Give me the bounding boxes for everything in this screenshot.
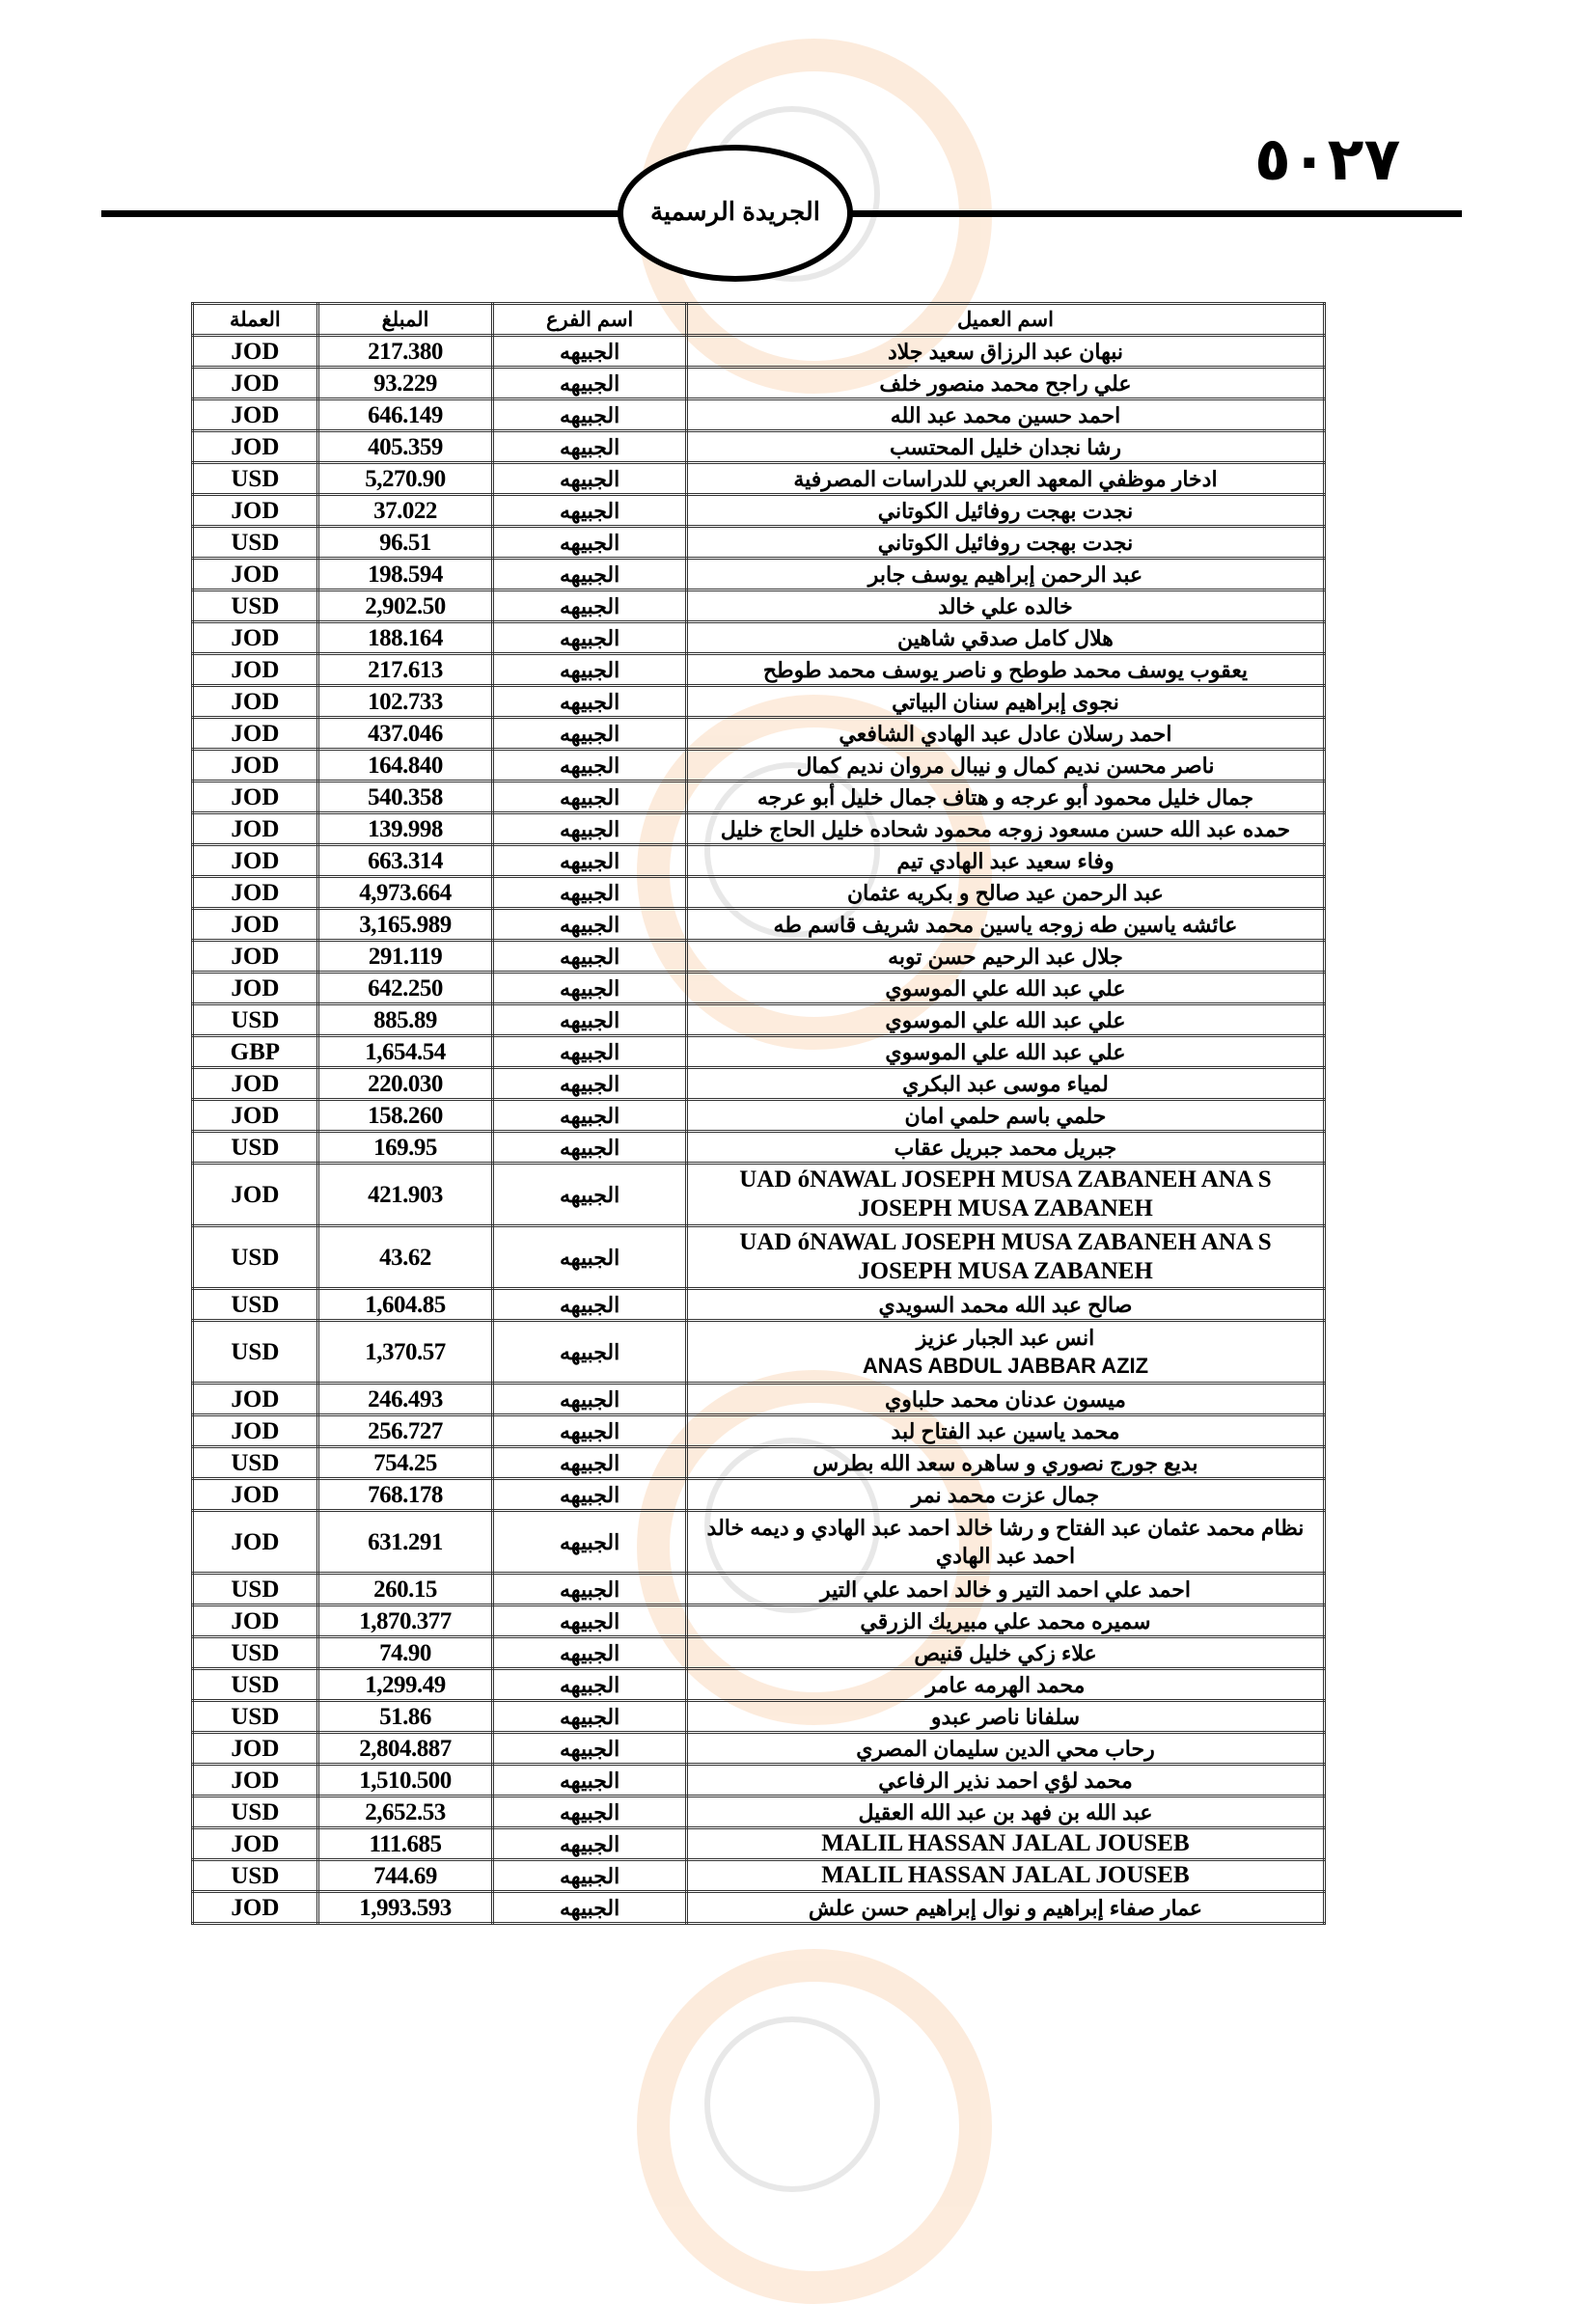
table-row: [193, 590, 1325, 622]
cell-client-name: سميره محمد علي مبيريك الزرقي: [686, 1605, 1324, 1637]
cell-amount: 3,165.989: [317, 909, 493, 941]
cell-currency: JOD: [193, 1828, 318, 1860]
table-row: [193, 1892, 1325, 1924]
cell-amount: 631.291: [317, 1511, 493, 1574]
cell-branch: الجبيهه: [493, 877, 687, 909]
cell-client-name: حلمي باسم حلمي امان: [686, 1100, 1324, 1132]
cell-branch: الجبيهه: [493, 336, 687, 368]
cell-branch: الجبيهه: [493, 1384, 687, 1415]
cell-branch: الجبيهه: [493, 527, 687, 559]
cell-branch: الجبيهه: [493, 941, 687, 973]
table-row: [193, 1828, 1325, 1860]
cell-client-name: احمد رسلان عادل عبد الهادي الشافعي: [686, 718, 1324, 750]
cell-client-name: علاء زكي خليل قنيص: [686, 1637, 1324, 1669]
table-row: [193, 1765, 1325, 1797]
table-row: [193, 941, 1325, 973]
cell-client-name: هلال كامل صدقي شاهين: [686, 622, 1324, 654]
table-row: [193, 336, 1325, 368]
cell-currency: JOD: [193, 750, 318, 782]
table-row: [193, 1701, 1325, 1733]
table-row: [193, 399, 1325, 431]
table-row: [193, 718, 1325, 750]
cell-amount: 51.86: [317, 1701, 493, 1733]
cell-currency: JOD: [193, 559, 318, 590]
cell-currency: USD: [193, 1669, 318, 1701]
cell-currency: JOD: [193, 813, 318, 845]
cell-currency: JOD: [193, 495, 318, 527]
table-row: [193, 1036, 1325, 1068]
cell-amount: 4,973.664: [317, 877, 493, 909]
table-row: [193, 368, 1325, 399]
cell-client-name: نجدت بهجت روفائيل الكوتاني: [686, 527, 1324, 559]
cell-amount: 256.727: [317, 1415, 493, 1447]
cell-branch: الجبيهه: [493, 1765, 687, 1797]
cell-branch: الجبيهه: [493, 654, 687, 686]
publication-title: الجريدة الرسمية: [649, 196, 821, 226]
cell-branch: الجبيهه: [493, 1605, 687, 1637]
cell-amount: 646.149: [317, 399, 493, 431]
cell-client-name: ميسون عدنان محمد حلباوي: [686, 1384, 1324, 1415]
cell-client-name: نجوى إبراهيم سنان البياتي: [686, 686, 1324, 718]
cell-currency: JOD: [193, 877, 318, 909]
cell-currency: JOD: [193, 1733, 318, 1765]
cell-amount: 260.15: [317, 1574, 493, 1605]
publication-emblem: [618, 145, 853, 282]
cell-amount: 220.030: [317, 1068, 493, 1100]
cell-branch: الجبيهه: [493, 686, 687, 718]
cell-currency: USD: [193, 590, 318, 622]
cell-currency: USD: [193, 1004, 318, 1036]
cell-branch: الجبيهه: [493, 1226, 687, 1289]
table-row: [193, 1132, 1325, 1164]
cell-amount: 768.178: [317, 1479, 493, 1511]
cell-branch: الجبيهه: [493, 1637, 687, 1669]
cell-amount: 1,654.54: [317, 1036, 493, 1068]
cell-currency: JOD: [193, 622, 318, 654]
cell-currency: JOD: [193, 1511, 318, 1574]
cell-amount: 744.69: [317, 1860, 493, 1892]
cell-branch: الجبيهه: [493, 1289, 687, 1321]
cell-client-name: محمد ياسين عبد الفتاح لبد: [686, 1415, 1324, 1447]
cell-client-name: UAD óNAWAL JOSEPH MUSA ZABANEH ANA S JOSEPH MUSA ZABANEH: [686, 1226, 1324, 1289]
cell-currency: USD: [193, 1321, 318, 1384]
cell-amount: 188.164: [317, 622, 493, 654]
cell-currency: JOD: [193, 718, 318, 750]
table-row: [193, 527, 1325, 559]
cell-client-name: محمد لؤي احمد نذير الرفاعي: [686, 1765, 1324, 1797]
cell-currency: JOD: [193, 1384, 318, 1415]
cell-branch: الجبيهه: [493, 750, 687, 782]
table-row: [193, 782, 1325, 813]
table-row: [193, 750, 1325, 782]
cell-client-name: عبد الله بن فهد بن عبد الله العقيل: [686, 1797, 1324, 1828]
table-row: [193, 1637, 1325, 1669]
cell-branch: الجبيهه: [493, 1164, 687, 1226]
cell-currency: JOD: [193, 1479, 318, 1511]
cell-branch: الجبيهه: [493, 431, 687, 463]
cell-branch: الجبيهه: [493, 1447, 687, 1479]
cell-currency: USD: [193, 1860, 318, 1892]
cell-branch: الجبيهه: [493, 559, 687, 590]
watermark-logo: [540, 1949, 1081, 2277]
cell-client-name: جمال عزت محمد نمر: [686, 1479, 1324, 1511]
cell-client-name: MALIL HASSAN JALAL JOUSEB: [686, 1828, 1324, 1860]
cell-amount: 540.358: [317, 782, 493, 813]
table-row: [193, 813, 1325, 845]
cell-amount: 1,604.85: [317, 1289, 493, 1321]
cell-branch: الجبيهه: [493, 1860, 687, 1892]
cell-client-name: رشا نجدان خليل المحتسب: [686, 431, 1324, 463]
cell-currency: JOD: [193, 1100, 318, 1132]
table-row: [193, 1511, 1325, 1574]
cell-amount: 246.493: [317, 1384, 493, 1415]
cell-amount: 139.998: [317, 813, 493, 845]
cell-amount: 74.90: [317, 1637, 493, 1669]
cell-amount: 93.229: [317, 368, 493, 399]
cell-amount: 642.250: [317, 973, 493, 1004]
cell-amount: 1,510.500: [317, 1765, 493, 1797]
cell-amount: 1,370.57: [317, 1321, 493, 1384]
cell-amount: 96.51: [317, 527, 493, 559]
cell-amount: 1,870.377: [317, 1605, 493, 1637]
cell-client-name: يعقوب يوسف محمد طوطح و ناصر يوسف محمد طوطح: [686, 654, 1324, 686]
cell-currency: USD: [193, 1574, 318, 1605]
table-row: [193, 1100, 1325, 1132]
cell-branch: الجبيهه: [493, 1511, 687, 1574]
cell-branch: الجبيهه: [493, 622, 687, 654]
cell-amount: 169.95: [317, 1132, 493, 1164]
cell-branch: الجبيهه: [493, 399, 687, 431]
column-header-branch: اسم الفرع: [493, 304, 687, 336]
cell-amount: 663.314: [317, 845, 493, 877]
cell-currency: JOD: [193, 1892, 318, 1924]
cell-currency: JOD: [193, 845, 318, 877]
cell-currency: JOD: [193, 941, 318, 973]
cell-client-name: نجدت بهجت روفائيل الكوتاني: [686, 495, 1324, 527]
cell-amount: 2,902.50: [317, 590, 493, 622]
cell-amount: 43.62: [317, 1226, 493, 1289]
table-row: [193, 1226, 1325, 1289]
cell-branch: الجبيهه: [493, 1100, 687, 1132]
table-row: [193, 845, 1325, 877]
cell-client-name: محمد الهرمه عامر: [686, 1669, 1324, 1701]
cell-amount: 405.359: [317, 431, 493, 463]
cell-client-name: عبد الرحمن عيد صالح و بكريه عثمان: [686, 877, 1324, 909]
table-row: [193, 1797, 1325, 1828]
cell-branch: الجبيهه: [493, 368, 687, 399]
cell-amount: 37.022: [317, 495, 493, 527]
table-row: [193, 1289, 1325, 1321]
cell-client-name: عمار صفاء إبراهيم و نوال إبراهيم حسن علش: [686, 1892, 1324, 1924]
page-number: ٥٠٢٧: [1254, 123, 1401, 194]
cell-branch: الجبيهه: [493, 1828, 687, 1860]
cell-branch: الجبيهه: [493, 1415, 687, 1447]
cell-currency: USD: [193, 1637, 318, 1669]
cell-currency: JOD: [193, 431, 318, 463]
cell-client-name: رحاب محي الدين سليمان المصري: [686, 1733, 1324, 1765]
cell-amount: 2,804.887: [317, 1733, 493, 1765]
table-row: [193, 654, 1325, 686]
cell-branch: الجبيهه: [493, 1479, 687, 1511]
cell-currency: JOD: [193, 1164, 318, 1226]
cell-currency: JOD: [193, 782, 318, 813]
cell-amount: 754.25: [317, 1447, 493, 1479]
cell-currency: USD: [193, 527, 318, 559]
table-row: [193, 686, 1325, 718]
cell-amount: 2,652.53: [317, 1797, 493, 1828]
cell-branch: الجبيهه: [493, 1068, 687, 1100]
cell-amount: 5,270.90: [317, 463, 493, 495]
table-row: [193, 1574, 1325, 1605]
cell-client-name: نبهان عبد الرزاق سعيد جلاد: [686, 336, 1324, 368]
cell-client-name: سلفانا ناصر عبدو: [686, 1701, 1324, 1733]
cell-branch: الجبيهه: [493, 1004, 687, 1036]
cell-currency: JOD: [193, 1415, 318, 1447]
cell-amount: 421.903: [317, 1164, 493, 1226]
cell-branch: الجبيهه: [493, 1701, 687, 1733]
table-row: [193, 1605, 1325, 1637]
cell-client-name: صالح عبد الله محمد السويدي: [686, 1289, 1324, 1321]
cell-currency: USD: [193, 1132, 318, 1164]
cell-branch: الجبيهه: [493, 590, 687, 622]
cell-client-name: جبريل محمد جبريل عقاب: [686, 1132, 1324, 1164]
table-row: [193, 1669, 1325, 1701]
cell-client-name: احمد علي احمد التير و خالد احمد علي التير: [686, 1574, 1324, 1605]
cell-branch: الجبيهه: [493, 495, 687, 527]
cell-currency: USD: [193, 1701, 318, 1733]
table-row: [193, 1068, 1325, 1100]
cell-branch: الجبيهه: [493, 1669, 687, 1701]
cell-branch: الجبيهه: [493, 813, 687, 845]
cell-client-name: عبد الرحمن إبراهيم يوسف جابر: [686, 559, 1324, 590]
column-header-amount: المبلغ: [317, 304, 493, 336]
cell-branch: الجبيهه: [493, 1892, 687, 1924]
cell-branch: الجبيهه: [493, 909, 687, 941]
cell-amount: 102.733: [317, 686, 493, 718]
cell-client-name: احمد حسين محمد عبد الله: [686, 399, 1324, 431]
cell-amount: 198.594: [317, 559, 493, 590]
table-row: [193, 973, 1325, 1004]
table-row: [193, 1447, 1325, 1479]
cell-branch: الجبيهه: [493, 845, 687, 877]
cell-client-name: علي عبد الله علي الموسوي: [686, 973, 1324, 1004]
cell-currency: JOD: [193, 686, 318, 718]
cell-client-name: علي عبد الله علي الموسوي: [686, 1004, 1324, 1036]
table-header-row: [193, 304, 1325, 336]
cell-amount: 164.840: [317, 750, 493, 782]
cell-branch: الجبيهه: [493, 1036, 687, 1068]
cell-client-name: جمال خليل محمود أبو عرجه و هتاف جمال خليل أبو عرجه: [686, 782, 1324, 813]
cell-client-name: خالده علي خالد: [686, 590, 1324, 622]
cell-client-name: جلال عبد الرحيم حسن توبه: [686, 941, 1324, 973]
cell-client-name: نظام محمد عثمان عبد الفتاح و رشا خالد احمد عبد الهادي و ديمه خالد احمد عبد الهادي: [686, 1511, 1324, 1574]
cell-currency: JOD: [193, 336, 318, 368]
cell-branch: الجبيهه: [493, 973, 687, 1004]
cell-currency: GBP: [193, 1036, 318, 1068]
cell-client-name: لمياء موسى عبد البكري: [686, 1068, 1324, 1100]
table-row: [193, 1415, 1325, 1447]
cell-currency: USD: [193, 1226, 318, 1289]
cell-amount: 1,993.593: [317, 1892, 493, 1924]
cell-branch: الجبيهه: [493, 1797, 687, 1828]
table-row: [193, 1004, 1325, 1036]
cell-client-name: MALIL HASSAN JALAL JOUSEB: [686, 1860, 1324, 1892]
cell-branch: الجبيهه: [493, 718, 687, 750]
cell-client-name: عائشه ياسين طه زوجه ياسين محمد شريف قاسم طه: [686, 909, 1324, 941]
table-row: [193, 877, 1325, 909]
table-row: [193, 622, 1325, 654]
cell-amount: 111.685: [317, 1828, 493, 1860]
table-row: [193, 463, 1325, 495]
cell-currency: USD: [193, 463, 318, 495]
cell-branch: الجبيهه: [493, 1733, 687, 1765]
cell-client-name: UAD óNAWAL JOSEPH MUSA ZABANEH ANA S JOSEPH MUSA ZABANEH: [686, 1164, 1324, 1226]
cell-amount: 437.046: [317, 718, 493, 750]
cell-client-name: ادخار موظفي المعهد العربي للدراسات المصرفية: [686, 463, 1324, 495]
table-row: [193, 1321, 1325, 1384]
cell-currency: JOD: [193, 399, 318, 431]
table-row: [193, 495, 1325, 527]
cell-branch: الجبيهه: [493, 1574, 687, 1605]
cell-currency: JOD: [193, 909, 318, 941]
cell-client-name: وفاء سعيد عبد الهادي تيم: [686, 845, 1324, 877]
cell-currency: JOD: [193, 1068, 318, 1100]
cell-branch: الجبيهه: [493, 463, 687, 495]
cell-client-name: علي عبد الله علي الموسوي: [686, 1036, 1324, 1068]
table-row: [193, 559, 1325, 590]
cell-currency: JOD: [193, 1765, 318, 1797]
table-row: [193, 431, 1325, 463]
cell-currency: JOD: [193, 368, 318, 399]
cell-currency: USD: [193, 1289, 318, 1321]
cell-currency: USD: [193, 1447, 318, 1479]
cell-amount: 1,299.49: [317, 1669, 493, 1701]
cell-amount: 885.89: [317, 1004, 493, 1036]
cell-amount: 158.260: [317, 1100, 493, 1132]
cell-client-name: ناصر محسن نديم كمال و نيبال مروان نديم كمال: [686, 750, 1324, 782]
table-row: [193, 1479, 1325, 1511]
column-header-name: اسم العميل: [686, 304, 1324, 336]
cell-client-name: انس عبد الجبار عزيز ANAS ABDUL JABBAR AZIZ: [686, 1321, 1324, 1384]
cell-client-name: بديع جورج نصوري و ساهره سعد الله بطرس: [686, 1447, 1324, 1479]
cell-currency: JOD: [193, 654, 318, 686]
table-row: [193, 1384, 1325, 1415]
table-row: [193, 1164, 1325, 1226]
cell-branch: الجبيهه: [493, 1321, 687, 1384]
cell-amount: 217.613: [317, 654, 493, 686]
cell-amount: 291.119: [317, 941, 493, 973]
column-header-currency: العملة: [193, 304, 318, 336]
cell-currency: USD: [193, 1797, 318, 1828]
cell-amount: 217.380: [317, 336, 493, 368]
cell-client-name: علي راجح محمد منصور خلف: [686, 368, 1324, 399]
cell-currency: JOD: [193, 973, 318, 1004]
cell-client-name: حمده عبد الله حسن مسعود زوجه محمود شحاده خليل الحاج خليل: [686, 813, 1324, 845]
cell-currency: JOD: [193, 1605, 318, 1637]
table-row: [193, 909, 1325, 941]
cell-branch: الجبيهه: [493, 1132, 687, 1164]
dormant-accounts-table: [191, 302, 1326, 1925]
cell-branch: الجبيهه: [493, 782, 687, 813]
table-row: [193, 1733, 1325, 1765]
table-row: [193, 1860, 1325, 1892]
